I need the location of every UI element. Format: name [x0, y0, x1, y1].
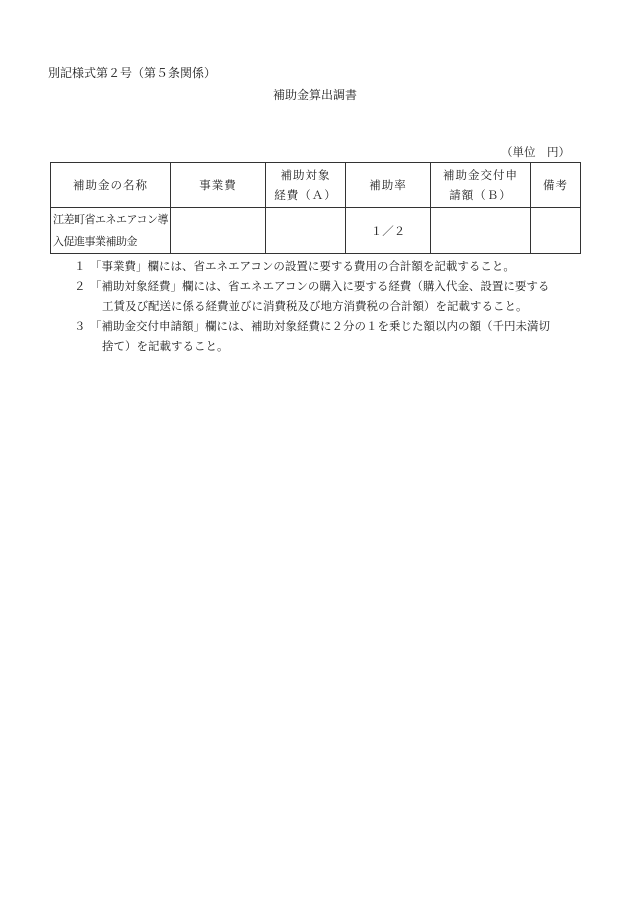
note-number: ２ [74, 279, 86, 293]
cell-subsidy-name-line1: 江差町省エネエアコン導 [53, 212, 168, 226]
header-request-amount-line2: 請額（Ｂ） [449, 188, 512, 202]
cell-subsidy-name [51, 208, 171, 254]
header-request-amount-line1: 補助金交付申 [443, 168, 518, 182]
note-item [58, 256, 598, 276]
header-subsidy-name: 補助金の名称 [51, 163, 171, 208]
form-number: 別記様式第２号（第５条関係） [48, 66, 217, 80]
cell-remarks [531, 208, 581, 254]
table-row [51, 208, 581, 254]
note-number: ３ [74, 319, 86, 333]
subsidy-calculation-table [50, 162, 581, 254]
note-text-line2: 工賃及び配送に係る経費並びに消費税及び地方消費税の合計額）を記載すること。 [102, 299, 528, 313]
header-eligible-cost [266, 163, 346, 208]
cell-subsidy-name-line2: 入促進事業補助金 [53, 234, 137, 248]
note-text-line1: 「補助金交付申請額」欄には、補助対象経費に２分の１を乗じた額以内の額（千円未満切 [90, 319, 550, 333]
cell-request-amount [431, 208, 531, 254]
unit-label: （単位 円） [501, 145, 570, 159]
note-text-line2: 捨て）を記載すること。 [102, 339, 229, 353]
note-number: １ [74, 259, 86, 273]
note-text [90, 256, 598, 276]
header-project-cost: 事業費 [171, 163, 266, 208]
document-title: 補助金算出調書 [272, 88, 357, 102]
cell-project-cost [171, 208, 266, 254]
table-header-row [51, 163, 581, 208]
note-text-line1: 「補助対象経費」欄には、省エネエアコンの購入に要する経費（購入代金、設置に要する [90, 279, 550, 293]
cell-eligible-cost [266, 208, 346, 254]
note-item [58, 316, 598, 356]
header-eligible-cost-line1: 補助対象 [280, 168, 331, 182]
note-text [90, 276, 598, 316]
header-request-amount [431, 163, 531, 208]
notes-list [58, 256, 598, 356]
cell-subsidy-rate: １／２ [346, 208, 431, 254]
note-text [90, 316, 598, 356]
header-eligible-cost-line2: 経費（Ａ） [274, 188, 337, 202]
header-subsidy-rate: 補助率 [346, 163, 431, 208]
note-item [58, 276, 598, 316]
header-remarks: 備考 [531, 163, 581, 208]
note-text-line1: 「事業費」欄には、省エネエアコンの設置に要する費用の合計額を記載すること。 [90, 259, 515, 273]
